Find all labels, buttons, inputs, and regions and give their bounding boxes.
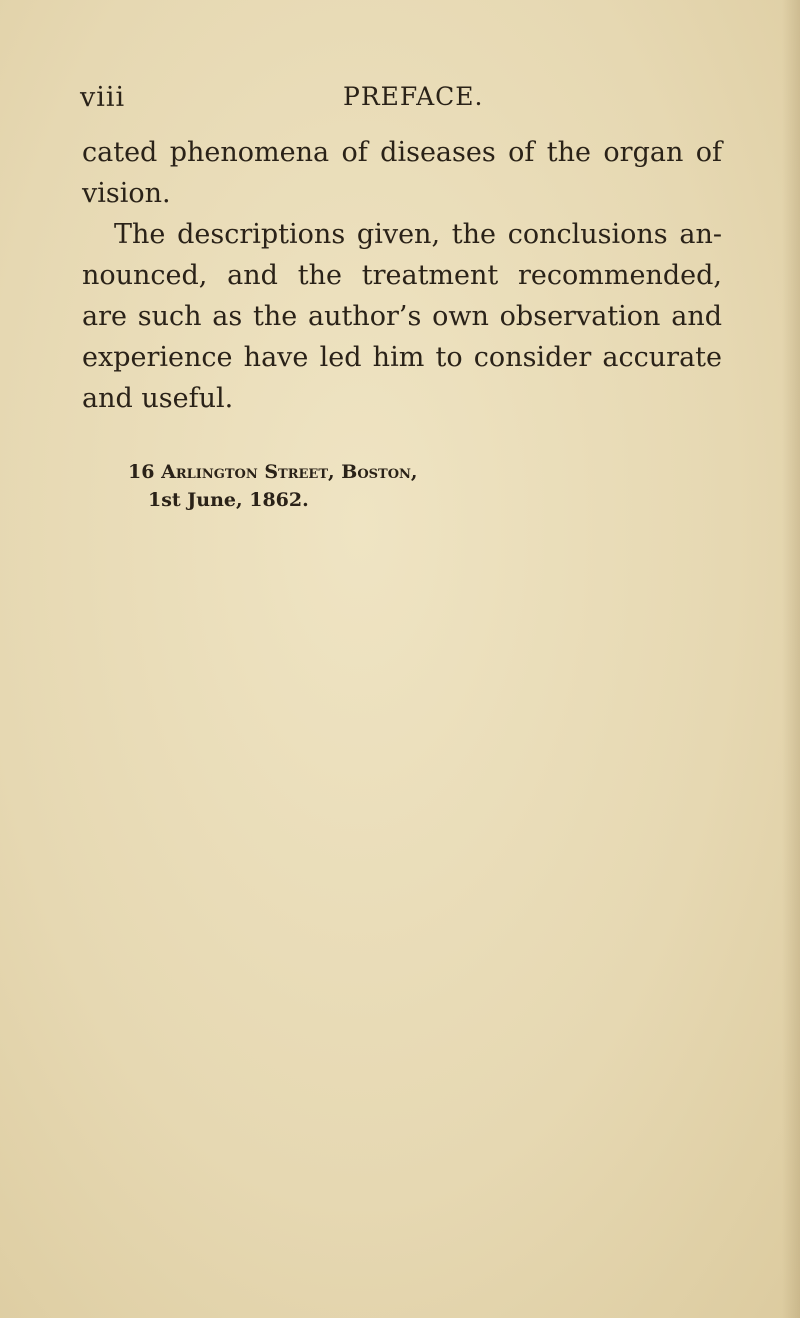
running-head: PREFACE. [343,82,484,111]
page-edge-shadow [782,0,800,1318]
signature-date: 1st June, 1862. [148,489,309,511]
address-line [128,458,418,486]
text-line: vision. [82,178,171,209]
street-number: 16 [128,461,155,483]
text-line: The descriptions given, the conclusions an- [114,219,722,250]
preface-text [82,132,722,419]
text-line: are such as the author’s own observation and [82,301,722,332]
text-line: nounced, and the treatment recommended, [82,260,722,291]
text-line: cated phenomena of diseases of the organ of [82,137,722,168]
street-name: Arlington Street, [161,461,335,483]
page-number: viii [80,82,126,113]
text-line: experience have led him to consider accurate [82,342,722,373]
city-name: Boston, [341,461,418,483]
text-line: and useful. [82,383,234,414]
signature-block [128,458,418,514]
